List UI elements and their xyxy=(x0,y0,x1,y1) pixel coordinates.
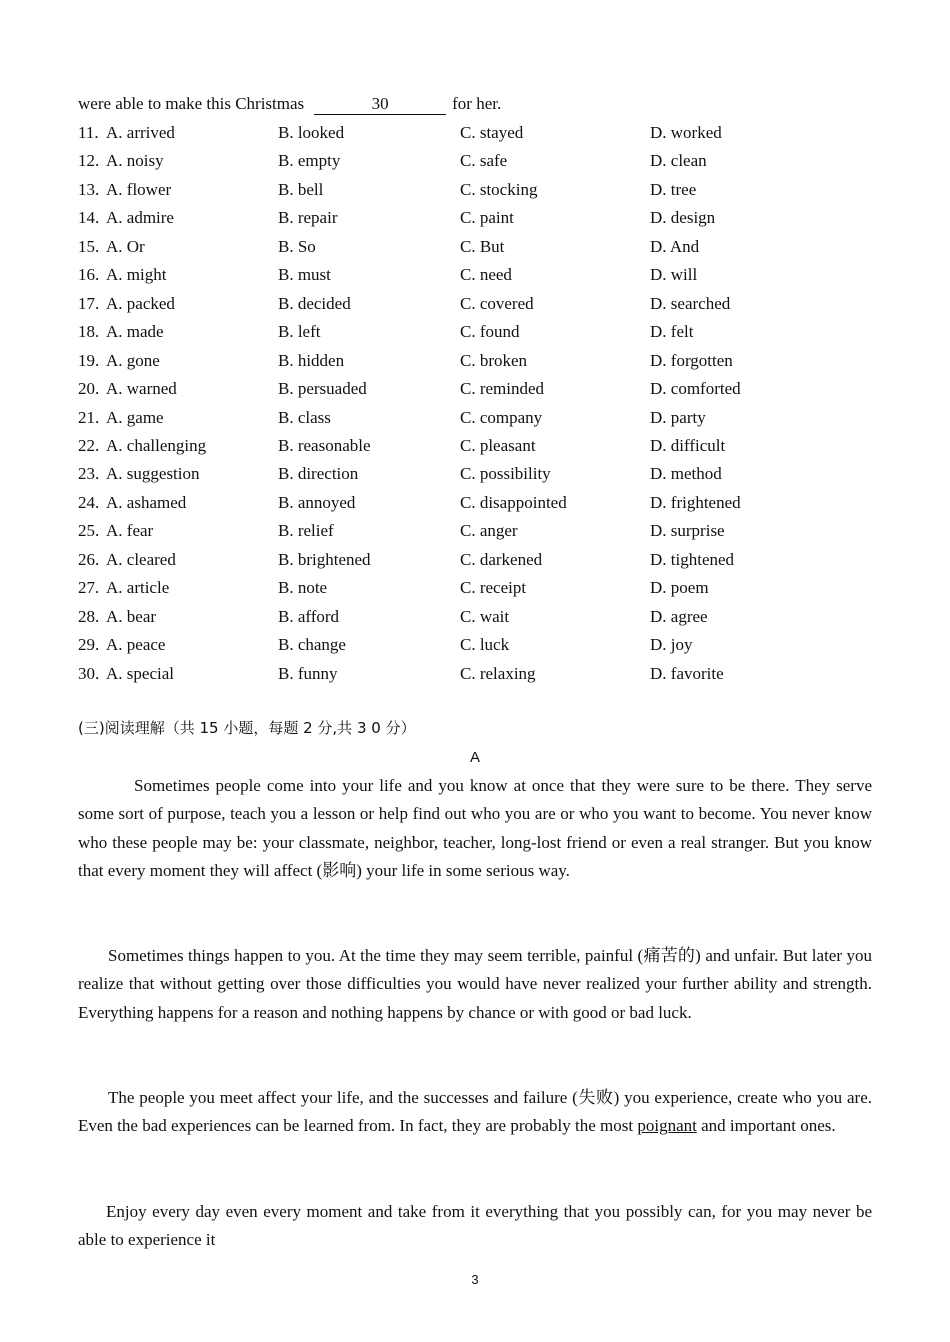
question-number: 14. xyxy=(78,208,100,228)
option-b: B. afford xyxy=(278,606,340,626)
option-c: C. But xyxy=(460,236,505,256)
option-row xyxy=(78,180,878,200)
question-number: 29. xyxy=(78,635,100,655)
option-b: B. brightened xyxy=(278,549,371,569)
option-a: A. warned xyxy=(106,379,177,399)
option-d: D. searched xyxy=(650,293,731,313)
option-row xyxy=(78,578,878,598)
option-c: C. luck xyxy=(460,635,510,655)
option-d: D. difficult xyxy=(650,435,726,455)
option-row xyxy=(78,379,878,399)
option-d: D. forgotten xyxy=(650,350,733,370)
passage-paragraph-2: Sometimes things happen to you. At the time they may seem terrible, painful (痛苦的) and unfair. But later you realize that without getting over those difficulties you would have never realized your further ability and strength. Everything happens for a reason and nothing happens by chance or with good or bad luck. xyxy=(78,946,872,1022)
question-number: 28. xyxy=(78,606,100,626)
option-c: C. disappointed xyxy=(460,492,567,512)
option-d: D. poem xyxy=(650,578,709,598)
option-row xyxy=(78,123,878,143)
option-d: D. favorite xyxy=(650,663,724,683)
option-c: C. need xyxy=(460,265,512,285)
option-c: C. covered xyxy=(460,293,534,313)
option-b: B. direction xyxy=(278,464,359,484)
option-b: B. reasonable xyxy=(278,435,371,455)
option-d: D. agree xyxy=(650,606,708,626)
option-d: D. tightened xyxy=(650,549,735,569)
option-c: C. safe xyxy=(460,151,508,171)
option-b: B. empty xyxy=(278,151,341,171)
option-row xyxy=(78,208,878,228)
option-b: B. hidden xyxy=(278,350,345,370)
option-row xyxy=(78,351,878,371)
section-heading: (三)阅读理解（共 15 小题，每题 2 分,共 3 0 分） xyxy=(78,719,416,737)
option-c: C. receipt xyxy=(460,578,527,598)
option-d: D. party xyxy=(650,407,706,427)
option-d: D. felt xyxy=(650,322,694,342)
option-b: B. looked xyxy=(278,123,345,142)
question-number: 19. xyxy=(78,350,100,370)
page-number: 3 xyxy=(471,1272,479,1287)
option-row xyxy=(78,550,878,570)
blank-30: 30 xyxy=(314,94,446,115)
option-a: A. ashamed xyxy=(106,492,187,512)
option-row xyxy=(78,664,878,684)
option-d: D. tree xyxy=(650,179,697,199)
option-a: A. packed xyxy=(106,293,175,313)
option-d: D. joy xyxy=(650,635,693,655)
cloze-intro-text: were able to make this Christmas xyxy=(78,94,305,113)
option-b: B. annoyed xyxy=(278,492,356,512)
cloze-intro-line xyxy=(78,94,878,115)
passage-paragraph-3-start: The people you meet affect your life, and the successes and failure (失败) you experience, create who you are. Even the bad experiences can be learned from. In fact, they are probably the most xyxy=(78,1088,872,1136)
question-number: 12. xyxy=(78,151,100,171)
option-a: A. arrived xyxy=(106,123,175,142)
option-a: A. fear xyxy=(106,521,154,541)
option-d: D. frightened xyxy=(650,492,741,512)
option-d: D. clean xyxy=(650,151,707,171)
option-row xyxy=(78,408,878,428)
question-number: 22. xyxy=(78,435,100,455)
option-c: C. possibility xyxy=(460,464,551,484)
option-b: B. persuaded xyxy=(278,379,367,399)
passage-paragraph-3 xyxy=(78,1084,872,1141)
option-a: A. suggestion xyxy=(106,464,200,484)
passage-letter: A xyxy=(469,749,480,766)
option-c: C. anger xyxy=(460,521,518,541)
question-number: 27. xyxy=(78,578,100,598)
question-number: 18. xyxy=(78,322,100,342)
option-d: D. And xyxy=(650,236,700,256)
option-a: A. article xyxy=(106,578,170,598)
option-row xyxy=(78,294,878,314)
question-number: 11. xyxy=(78,123,99,142)
passage-paragraph-3-end: and important ones. xyxy=(701,1116,836,1136)
option-row xyxy=(78,635,878,655)
option-b: B. note xyxy=(278,578,328,598)
cloze-intro-after: for her. xyxy=(452,94,502,113)
question-number: 30. xyxy=(78,663,100,683)
option-a: A. game xyxy=(106,407,164,427)
option-c: C. stayed xyxy=(460,123,524,142)
option-a: A. bear xyxy=(106,606,157,626)
option-c: C. darkened xyxy=(460,549,543,569)
option-b: B. relief xyxy=(278,521,334,541)
option-row xyxy=(78,322,878,342)
option-b: B. must xyxy=(278,265,331,285)
option-a: A. Or xyxy=(106,236,145,256)
option-b: B. decided xyxy=(278,293,351,313)
option-c: C. wait xyxy=(460,606,510,626)
question-number: 23. xyxy=(78,464,100,484)
option-a: A. made xyxy=(106,322,164,342)
option-d: D. surprise xyxy=(650,521,725,541)
option-b: B. repair xyxy=(278,208,338,228)
question-number: 17. xyxy=(78,293,100,313)
option-a: A. noisy xyxy=(106,151,164,171)
option-b: B. So xyxy=(278,236,316,256)
option-row xyxy=(78,521,878,541)
option-b: B. left xyxy=(278,322,321,342)
option-a: A. cleared xyxy=(106,549,176,569)
option-d: D. method xyxy=(650,464,722,484)
question-number: 21. xyxy=(78,407,100,427)
option-row xyxy=(78,464,878,484)
option-c: C. broken xyxy=(460,350,528,370)
option-b: B. bell xyxy=(278,179,324,199)
option-c: C. reminded xyxy=(460,379,545,399)
option-row xyxy=(78,237,878,257)
option-d: D. will xyxy=(650,265,698,285)
question-number: 15. xyxy=(78,236,100,256)
option-a: A. admire xyxy=(106,208,174,228)
question-number: 26. xyxy=(78,549,100,569)
option-c: C. stocking xyxy=(460,179,538,199)
option-b: B. change xyxy=(278,635,346,655)
option-c: C. paint xyxy=(460,208,514,228)
option-a: A. gone xyxy=(106,350,160,370)
question-number: 25. xyxy=(78,521,100,541)
option-c: C. relaxing xyxy=(460,663,536,683)
option-b: B. funny xyxy=(278,663,338,683)
option-c: C. found xyxy=(460,322,520,342)
option-row xyxy=(78,607,878,627)
option-a: A. flower xyxy=(106,179,172,199)
option-b: B. class xyxy=(278,407,331,427)
question-number: 20. xyxy=(78,379,100,399)
option-c: C. pleasant xyxy=(460,435,536,455)
option-d: D. worked xyxy=(650,123,722,142)
question-number: 13. xyxy=(78,179,100,199)
option-row xyxy=(78,436,878,456)
option-a: A. special xyxy=(106,663,174,683)
option-a: A. peace xyxy=(106,635,166,655)
underlined-word: poignant xyxy=(637,1116,697,1136)
question-number: 24. xyxy=(78,492,100,512)
option-c: C. company xyxy=(460,407,543,427)
passage-paragraph-4: Enjoy every day even every moment and take from it everything that you possibly can, for you may never be able to experience it xyxy=(78,1202,872,1250)
option-row xyxy=(78,493,878,513)
option-row xyxy=(78,265,878,285)
option-d: D. design xyxy=(650,208,716,228)
option-a: A. challenging xyxy=(106,435,207,455)
question-number: 16. xyxy=(78,265,100,285)
option-d: D. comforted xyxy=(650,379,741,399)
passage-paragraph-1: Sometimes people come into your life and you know at once that they were sure to be there. They serve some sort of purpose, teach you a lesson or help find out who you are or who you want to become. You never know who these people may be: your classmate, neighbor, teacher, long-lost friend or even a real stranger. But you know that every moment they will affect (影响) your life in some serious way. xyxy=(78,776,872,881)
option-a: A. might xyxy=(106,265,167,285)
option-row xyxy=(78,151,878,171)
